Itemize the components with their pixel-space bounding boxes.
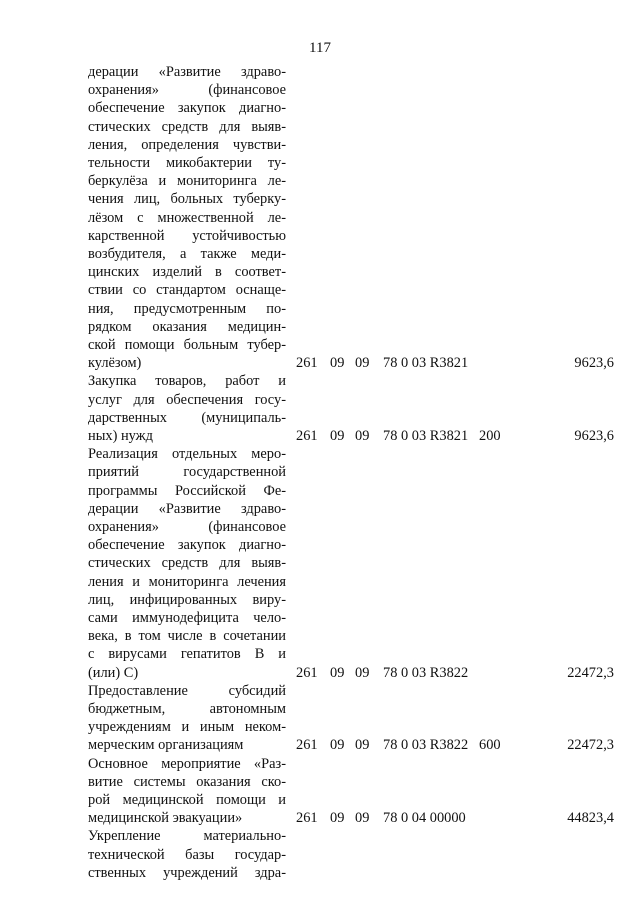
description-line: услуг для обеспечения госу- <box>88 391 286 408</box>
section-code: 09 <box>330 664 345 681</box>
description-line: бюджетным, автономным <box>88 701 286 717</box>
amount-value: 9623,6 <box>574 355 614 372</box>
description-line: Укрепление материально- <box>88 828 286 845</box>
description-line: ления, определения чувстви- <box>88 136 286 153</box>
description-line: ных) нужд <box>88 428 153 444</box>
target-article-code: 78 0 04 00000 <box>383 810 466 827</box>
grbs-code: 261 <box>296 355 318 372</box>
row-description <box>88 372 286 445</box>
amount-value: 22472,3 <box>567 664 614 681</box>
row-description <box>88 445 286 682</box>
description-line: витие системы оказания ско- <box>88 773 286 790</box>
subsection-code: 09 <box>355 810 370 827</box>
amount-value: 9623,6 <box>574 427 614 444</box>
description-line: возбудителя, а также меди- <box>88 246 286 263</box>
grbs-code: 261 <box>296 427 318 444</box>
description-line: Закупка товаров, работ и <box>88 373 286 390</box>
description-line: ления и мониторинга лечения <box>88 573 286 590</box>
amount-value: 44823,4 <box>567 810 614 827</box>
target-article-code: 78 0 03 R3822 <box>383 664 469 681</box>
row-description <box>88 682 286 755</box>
description-line: дерации «Развитие здраво- <box>88 64 286 80</box>
target-article-code: 78 0 03 R3822 <box>383 737 469 754</box>
description-line: ствии со стандартом оснаще- <box>88 282 286 299</box>
description-line: программы Российской Фе- <box>88 482 286 499</box>
description-line: дарственных (муниципаль- <box>88 409 286 426</box>
subsection-code: 09 <box>355 427 370 444</box>
grbs-code: 261 <box>296 664 318 681</box>
row-description <box>88 63 286 372</box>
description-line: учреждениям и иным неком- <box>88 719 286 736</box>
description-line: ской помощи больным тубер- <box>88 337 286 354</box>
description-line: Реализация отдельных меро- <box>88 446 286 463</box>
description-line: карственной устойчивостью <box>88 227 286 244</box>
description-line: приятий государственной <box>88 464 286 481</box>
section-code: 09 <box>330 737 345 754</box>
description-line: технической базы государ- <box>88 846 286 863</box>
description-line: века, в том числе в сочетании <box>88 628 286 645</box>
description-line: стических средств для выяв- <box>88 118 286 135</box>
expense-type-code: 200 <box>479 427 501 444</box>
description-line: сами иммунодефицита чело- <box>88 610 286 627</box>
description-line: цинских изделий в соответ- <box>88 264 286 281</box>
description-line: стических средств для выяв- <box>88 555 286 572</box>
page-number: 117 <box>309 40 331 56</box>
description-line: дерации «Развитие здраво- <box>88 500 286 517</box>
description-line: охранения» (финансовое <box>88 519 286 535</box>
description-line: лёзом с множественной ле- <box>88 209 286 226</box>
subsection-code: 09 <box>355 737 370 754</box>
description-line: обеспечение закупок диагно- <box>88 100 286 117</box>
expense-type-code: 600 <box>479 737 501 754</box>
target-article-code: 78 0 03 R3821 <box>383 355 469 372</box>
grbs-code: 261 <box>296 737 318 754</box>
description-line: рядком оказания медицин- <box>88 318 286 335</box>
description-line: беркулёза и мониторинга ле- <box>88 173 286 190</box>
description-line: ния, предусмотренным по- <box>88 300 286 317</box>
description-line: Предоставление субсидий <box>88 682 286 699</box>
grbs-code: 261 <box>296 810 318 827</box>
row-description <box>88 755 286 828</box>
section-code: 09 <box>330 810 345 827</box>
description-line: (или) С) <box>88 664 139 681</box>
target-article-code: 78 0 03 R3821 <box>383 427 469 444</box>
description-line: охранения» (финансовое <box>88 82 286 99</box>
description-line: чения лиц, больных туберку- <box>88 191 286 208</box>
description-line: рой медицинской помощи и <box>88 792 286 808</box>
description-line: обеспечение закупок диагно- <box>88 537 286 554</box>
description-line: кулёзом) <box>88 355 142 372</box>
description-line: медицинской эвакуации» <box>88 810 243 827</box>
description-line: Основное мероприятие «Раз- <box>88 755 286 772</box>
description-line: тельности микобактерии ту- <box>88 155 286 172</box>
subsection-code: 09 <box>355 664 370 681</box>
amount-value: 22472,3 <box>567 737 614 754</box>
section-code: 09 <box>330 355 345 372</box>
description-line: с вирусами гепатитов В и <box>88 646 286 663</box>
row-description <box>88 827 286 882</box>
subsection-code: 09 <box>355 355 370 372</box>
description-line: мерческим организациям <box>88 737 244 754</box>
description-line: лиц, инфицированных виру- <box>88 591 286 608</box>
section-code: 09 <box>330 427 345 444</box>
description-line: ственных учреждений здра- <box>88 864 286 881</box>
